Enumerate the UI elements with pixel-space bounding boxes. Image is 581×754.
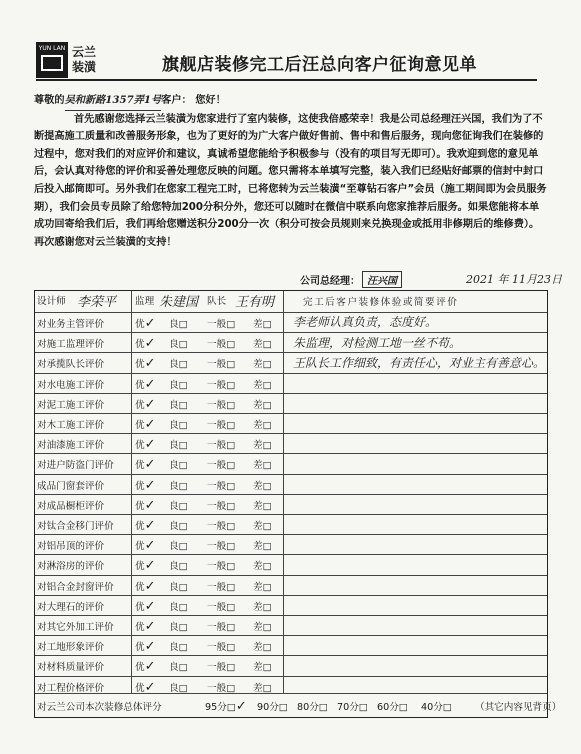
logo-mark — [36, 42, 68, 78]
check-mark-icon: ✓ — [144, 639, 156, 655]
table-row — [35, 433, 547, 454]
row-label: 对施工监理评价 — [37, 339, 105, 351]
check-mark-icon: ✓ — [144, 356, 156, 372]
option-poor[interactable]: 差□ — [253, 399, 272, 411]
score-option-80[interactable]: 80分□ — [297, 702, 328, 713]
check-mark-icon: ✓ — [144, 679, 156, 695]
option-excellent[interactable]: 优✓ — [135, 437, 156, 453]
option-average[interactable]: 一般□ — [207, 399, 236, 411]
check-mark-icon: ✓ — [144, 417, 156, 432]
table-row — [35, 393, 547, 414]
option-excellent[interactable]: 优✓ — [135, 639, 156, 655]
option-excellent[interactable]: 优✓ — [135, 558, 156, 574]
option-poor[interactable]: 差□ — [253, 480, 272, 492]
option-average[interactable]: 一般□ — [207, 480, 236, 492]
option-average[interactable]: 一般□ — [207, 379, 236, 391]
check-mark-icon: ✓ — [144, 336, 156, 352]
option-poor[interactable]: 差□ — [253, 339, 272, 351]
option-poor[interactable]: 差□ — [253, 622, 272, 633]
table-row — [35, 554, 547, 575]
greeting-prefix: 尊敬的 — [34, 95, 65, 106]
row-label: 对工地形象评价 — [37, 642, 105, 654]
option-average[interactable]: 一般□ — [207, 561, 236, 573]
table-row — [35, 575, 547, 596]
check-mark-icon: ✓ — [144, 578, 156, 594]
table-row — [35, 312, 547, 333]
option-poor[interactable]: 差□ — [253, 541, 272, 553]
table-row — [35, 474, 547, 495]
header-divider — [36, 79, 537, 81]
row-label: 对铝合金封窗评价 — [37, 581, 114, 593]
score-option-95[interactable]: 95分□✓ — [205, 699, 247, 714]
letter-body — [34, 92, 548, 251]
option-good[interactable]: 良□ — [169, 339, 188, 351]
option-good[interactable]: 良□ — [169, 622, 188, 633]
option-good[interactable]: 良□ — [169, 521, 188, 532]
option-good[interactable]: 良□ — [169, 682, 188, 694]
table-row — [35, 373, 547, 394]
option-poor[interactable]: 差□ — [253, 561, 272, 573]
row-label: 对其它外加工评价 — [37, 622, 114, 633]
check-mark-icon: ✓ — [144, 558, 156, 574]
check-mark-icon: ✓ — [144, 598, 156, 614]
option-average[interactable]: 一般□ — [207, 622, 236, 633]
comment-line-1: 李老师认真负责，态度好。 — [293, 315, 438, 329]
score-option-90[interactable]: 90分□ — [257, 702, 288, 713]
check-mark-icon: ✓ — [144, 538, 156, 554]
option-excellent[interactable]: 优✓ — [135, 679, 156, 695]
table-row — [35, 534, 547, 555]
option-good[interactable]: 良□ — [169, 642, 188, 654]
score-option-70[interactable]: 70分□ — [337, 702, 368, 713]
company-logo — [36, 40, 148, 80]
score-tail-note: （其它内容见背页） — [475, 702, 562, 713]
option-poor[interactable]: 差□ — [253, 662, 272, 674]
check-mark-icon: ✓ — [144, 659, 156, 675]
option-excellent[interactable]: 优✓ — [135, 659, 156, 675]
option-good[interactable]: 良□ — [169, 399, 188, 411]
option-poor[interactable]: 差□ — [253, 319, 272, 330]
check-mark-icon: ✓ — [144, 396, 156, 412]
option-good[interactable]: 良□ — [169, 359, 188, 371]
check-mark-icon: ✓ — [144, 497, 156, 513]
row-label: 对水电施工评价 — [37, 379, 105, 391]
check-mark-icon: ✓ — [235, 699, 247, 714]
option-excellent[interactable]: 优✓ — [135, 598, 156, 614]
check-mark-icon: ✓ — [144, 376, 156, 392]
score-option-60[interactable]: 60分□ — [377, 702, 408, 713]
score-label: 对云兰公司本次装修总体评分 — [37, 702, 162, 713]
row-label: 对钛合金移门评价 — [37, 521, 114, 532]
option-good[interactable]: 良□ — [169, 581, 188, 593]
option-poor[interactable]: 差□ — [253, 420, 272, 431]
greeting-suffix: 客户： 您好！ — [161, 95, 226, 106]
letter-paragraph: 首先感谢您选择云兰装潢为您家进行了室内装修，这使我倍感荣幸！我是公司总经理汪兴国，我们为了不断提高施工质量和改善服务形象，也为了更好的为广大客户做好售前、售中和售后服务，现向您征询我们在装修的过程中，您对我们的对应评价和建议，真诚希望您能给予积极参与（没有的项目写无即可）。我欢迎到您的意见单后，会认真对待您的评价和妥善处理您反映的问题。您只需将本单填写完整，装入我们已经贴好邮票的信封中封口后投入邮筒即可。另外我们在您家工程完工时，已将您转为云兰装潢“至尊钻石客户”会员（施工期间即为会员服务期），我们会员专员除了给您特加200分积分外，您还可以随时在微信中联系向您家推荐后服务。如果您能将本单成功回寄给我们后，我们再给您赠送积分200分一次（积分可按会员规则来兑换现金或抵用非修期后的维修费）。再次感谢您对云兰装潢的支持！ — [34, 113, 547, 248]
option-poor[interactable]: 差□ — [253, 460, 272, 472]
option-average[interactable]: 一般□ — [207, 319, 236, 330]
sign-label: 公司总经理： — [300, 276, 360, 287]
option-good[interactable]: 良□ — [169, 319, 188, 330]
logo-line1: 云兰 — [72, 45, 97, 59]
row-label: 对业务主管评价 — [37, 319, 105, 330]
check-mark-icon: ✓ — [144, 477, 156, 493]
signature-line — [300, 271, 402, 288]
option-average[interactable]: 一般□ — [207, 642, 236, 654]
option-average[interactable]: 一般□ — [207, 541, 236, 553]
table-row — [35, 655, 547, 676]
option-excellent[interactable]: 优✓ — [135, 356, 156, 372]
check-mark-icon: ✓ — [144, 457, 156, 473]
row-label: 对材料质量评价 — [37, 662, 105, 674]
option-average[interactable]: 一般□ — [207, 460, 236, 472]
logo-emblem-icon — [41, 55, 63, 71]
option-poor[interactable]: 差□ — [253, 521, 272, 532]
option-good[interactable]: 良□ — [169, 460, 188, 472]
option-good[interactable]: 良□ — [169, 420, 188, 431]
option-excellent[interactable]: 优✓ — [135, 578, 156, 594]
row-label: 对铝吊顶的评价 — [37, 541, 105, 553]
document-title: 旗舰店装修完工后汪总向客户征询意见单 — [162, 55, 477, 75]
check-mark-icon: ✓ — [144, 437, 156, 453]
table-row — [35, 595, 547, 616]
row-label: 对工程价格评价 — [37, 682, 105, 694]
logo-small-text: YUN LAN — [38, 45, 66, 52]
supervisor-label: 监理 — [135, 296, 155, 307]
row-label: 对成品橱柜评价 — [37, 500, 105, 512]
option-good[interactable]: 良□ — [169, 662, 188, 674]
option-average[interactable]: 一般□ — [207, 601, 236, 613]
option-excellent[interactable]: 优✓ — [135, 376, 156, 392]
option-excellent[interactable]: 优✓ — [135, 396, 156, 412]
option-good[interactable]: 良□ — [169, 440, 188, 452]
table-row — [35, 453, 547, 474]
right-column-header: 完工后客户装修体验或简要评价 — [303, 297, 459, 308]
supervisor-value: 朱建国 — [159, 295, 199, 310]
row-label: 对木工施工评价 — [37, 420, 105, 431]
option-poor[interactable]: 差□ — [253, 642, 272, 654]
option-poor[interactable]: 差□ — [253, 379, 272, 391]
logo-brand — [72, 45, 96, 75]
table-row — [35, 615, 547, 636]
designer-label: 设计师 — [37, 296, 66, 307]
table-head-row — [35, 291, 547, 312]
greeting-address: 吴和新路1357弄1号 — [65, 92, 162, 111]
check-mark-icon: ✓ — [144, 316, 156, 331]
option-good[interactable]: 良□ — [169, 601, 188, 613]
option-excellent[interactable]: 优✓ — [135, 497, 156, 513]
option-good[interactable]: 良□ — [169, 561, 188, 573]
option-poor[interactable]: 差□ — [253, 581, 272, 593]
option-excellent[interactable]: 优✓ — [135, 518, 156, 533]
option-average[interactable]: 一般□ — [207, 581, 236, 593]
table-row — [35, 514, 547, 535]
option-poor[interactable]: 差□ — [253, 601, 272, 613]
option-good[interactable]: 良□ — [169, 541, 188, 553]
option-excellent[interactable]: 优✓ — [135, 619, 156, 634]
row-label: 对承揽队长评价 — [37, 359, 105, 371]
row-label: 对泥工施工评价 — [37, 399, 105, 411]
row-label: 对油漆施工评价 — [37, 440, 105, 452]
option-good[interactable]: 良□ — [169, 500, 188, 512]
captain-value: 王有明 — [235, 295, 275, 310]
comment-line-2: 朱监理，对检测工地一丝不苟。 — [293, 336, 462, 350]
option-average[interactable]: 一般□ — [207, 420, 236, 431]
check-mark-icon: ✓ — [144, 518, 156, 533]
row-label: 对淋浴房的评价 — [37, 561, 105, 573]
table-row — [35, 635, 547, 656]
evaluation-table — [34, 290, 562, 718]
table-row — [35, 332, 547, 353]
option-excellent[interactable]: 优✓ — [135, 316, 156, 331]
option-poor[interactable]: 差□ — [253, 440, 272, 452]
option-excellent[interactable]: 优✓ — [135, 417, 156, 432]
option-average[interactable]: 一般□ — [207, 500, 236, 512]
option-average[interactable]: 一般□ — [207, 359, 236, 371]
overall-score-row — [35, 693, 562, 717]
table-row — [35, 494, 547, 515]
option-good[interactable]: 良□ — [169, 379, 188, 391]
option-excellent[interactable]: 优✓ — [135, 457, 156, 473]
logo-line2: 装潢 — [72, 60, 97, 74]
option-poor[interactable]: 差□ — [253, 359, 272, 371]
captain-label: 队长 — [207, 296, 227, 307]
option-poor[interactable]: 差□ — [253, 500, 272, 512]
comment-line-3: 王队长工作细致，有责任心，对业主有善意心。 — [293, 356, 546, 370]
check-mark-icon: ✓ — [144, 619, 156, 634]
option-good[interactable]: 良□ — [169, 480, 188, 492]
row-label: 对进户防盗门评价 — [37, 460, 114, 472]
option-average[interactable]: 一般□ — [207, 521, 236, 532]
option-excellent[interactable]: 优✓ — [135, 538, 156, 554]
letter-date: 2021 年 11月23日 — [466, 273, 562, 286]
greeting-line — [34, 92, 548, 111]
option-average[interactable]: 一般□ — [207, 682, 236, 694]
table-row — [35, 413, 547, 434]
option-excellent[interactable]: 优✓ — [135, 477, 156, 493]
score-option-40[interactable]: 40分□ — [421, 702, 452, 713]
row-label: 对大理石的评价 — [37, 601, 105, 613]
option-average[interactable]: 一般□ — [207, 662, 236, 674]
option-average[interactable]: 一般□ — [207, 339, 236, 351]
designer-value: 李荣平 — [77, 295, 117, 310]
row-label: 成品门窗套评价 — [37, 480, 105, 492]
option-poor[interactable]: 差□ — [253, 682, 272, 694]
option-average[interactable]: 一般□ — [207, 440, 236, 452]
sign-name: 汪兴国 — [362, 271, 402, 288]
option-excellent[interactable]: 优✓ — [135, 336, 156, 352]
